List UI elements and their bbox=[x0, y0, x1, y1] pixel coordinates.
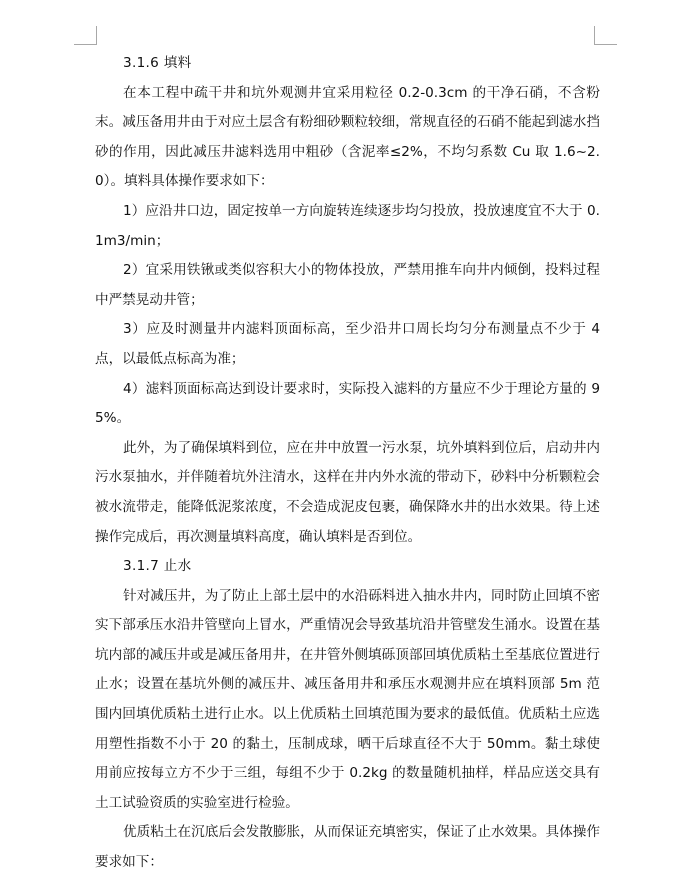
section-heading-fill: 3.1.6 填料 bbox=[123, 55, 192, 71]
top-right-margin-mark bbox=[594, 26, 617, 45]
list-item-fill-step-1: 1）应沿井口边，固定按单一方向旋转连续逐步均匀投放，投放速度宜不大于 0.1m3/min； bbox=[95, 202, 600, 249]
list-item-fill-step-3: 3）应及时测量井内滤料顶面标高，至少沿井口周长均匀分布测量点不少于 4 点，以最低点标高为准； bbox=[95, 321, 600, 367]
paragraph-fill-check: 此外，为了确保填料到位，应在井中放置一污水泵，坑外填料到位后，启动井内污水泵抽水，并伴随着坑外注清水，这样在井内外水流的带动下，砂料中分析颗粒会被水流带走，能降低泥浆浓度，不会造成泥皮包裹，确保降水井的出水效果。待上述操作完成后，再次测量填料高度，确认填料是否到位。 bbox=[95, 439, 600, 545]
document-body bbox=[95, 49, 600, 878]
section-heading-water-stop: 3.1.7 止水 bbox=[123, 558, 192, 575]
list-item-fill-step-4: 4）滤料顶面标高达到设计要求时，实际投入滤料的方量应不少于理论方量的 95%。 bbox=[95, 380, 600, 427]
paragraph-fill-material: 在本工程中疏干井和坑外观测井宜采用粒径 0.2-0.3cm 的干净石硝，不含粉末。减压备用井由于对应土层含有粉细砂颗粒较细，常规直径的石硝不能起到滤水挡砂的作用，因此减压井滤料选用中粗砂（含泥率≤2%，不均匀系数 Cu 取 1.6~2.0）。填料具体操作要求如下： bbox=[95, 84, 600, 190]
paragraph-water-stop: 针对减压井，为了防止上部土层中的水沿砾料进入抽水井内，同时防止回填不密实下部承压水沿井管壁向上冒水，严重情况会导致基坑沿井管壁发生涌水。设置在基坑内部的减压井或是减压备用井，在井管外侧填砾顶部回填优质粘土至基底位置进行止水；设置在基坑外侧的减压井、减压备用井和承压水观测井应在填料顶部 5m 范围内回填优质粘土进行止水。以上优质粘土回填范围为要求的最低值。优质粘土应选用塑性指数不小于 20 的黏土，压制成球，晒干后球直径不大于 50mm。黏土球使用前应按每立方不少于三组，每组不少于 0.2kg 的数量随机抽样，样品应送交具有土工试验资质的实验室进行检验。 bbox=[95, 587, 600, 811]
top-left-margin-mark bbox=[74, 26, 97, 45]
paragraph-clay-expansion: 优质粘土在沉底后会发散膨胀，从而保证充填密实，保证了止水效果。具体操作要求如下： bbox=[95, 824, 600, 871]
list-item-fill-step-2: 2）宜采用铁锹或类似容积大小的物体投放，严禁用推车向井内倾倒，投料过程中严禁晃动井管； bbox=[95, 262, 600, 308]
